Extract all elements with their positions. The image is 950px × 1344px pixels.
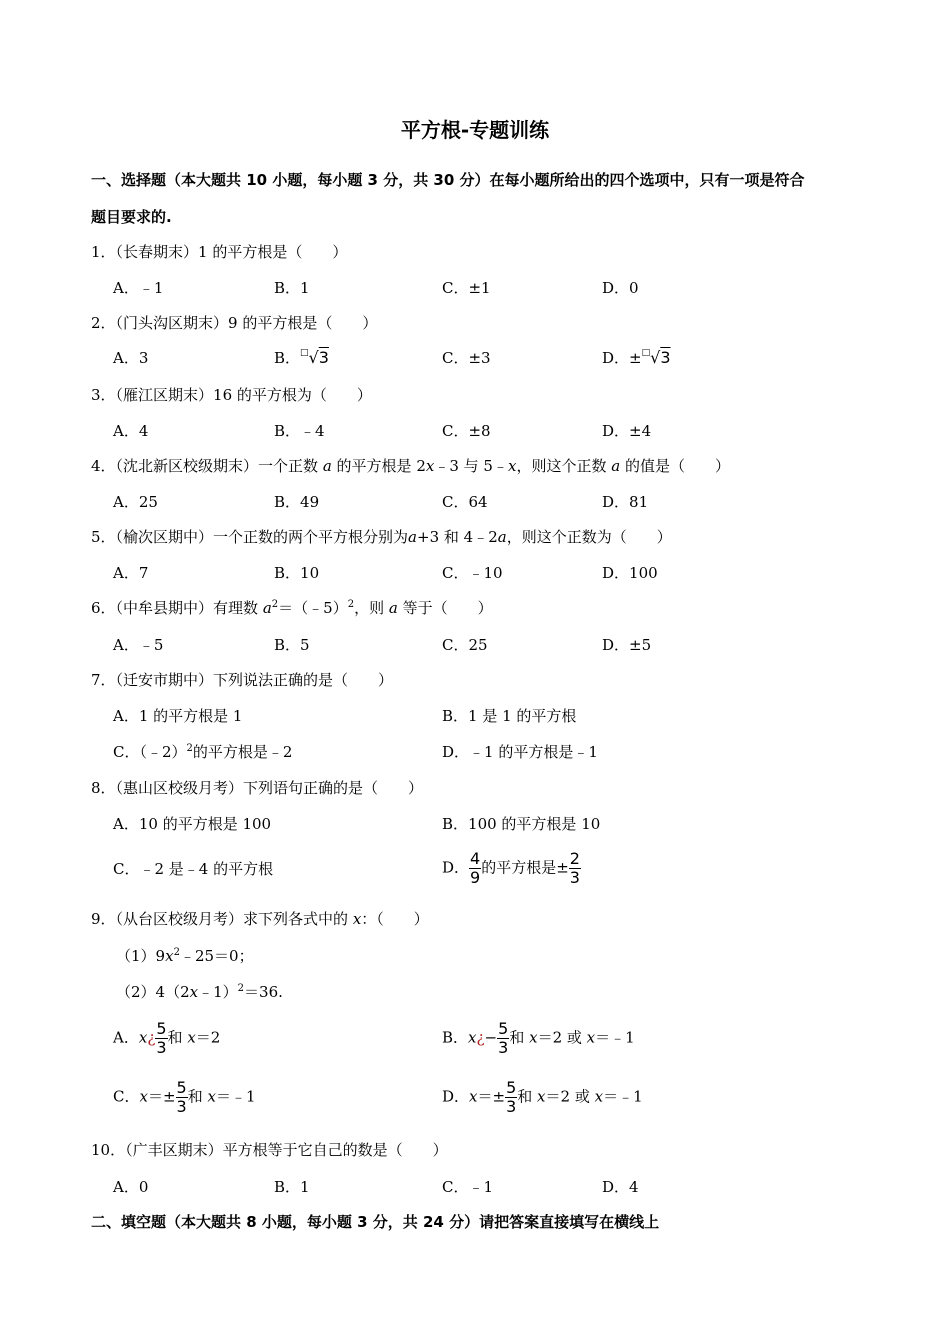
question-2-option-a: A．3 xyxy=(113,349,149,367)
question-6-option-d: D．±5 xyxy=(602,636,652,654)
question-2-option-d: D．±□√3 xyxy=(602,348,671,367)
question-2-option-c: C．±3 xyxy=(442,349,491,367)
question-5-stem: 5．（榆次区期中）一个正数的两个平方根分别为a+3 和 4﹣2a，则这个正数为（ ） xyxy=(91,528,672,546)
question-3-option-d: D．±4 xyxy=(602,422,652,440)
question-8-option-a: A．10 的平方根是 100 xyxy=(113,815,272,833)
question-8-stem: 8．（惠山区校级月考）下列语句正确的是（ ） xyxy=(91,779,424,797)
question-9-option-a: A．x¿ $\frac{5}{3}$ 和 x＝2 xyxy=(113,1019,221,1057)
question-5-option-d: D．100 xyxy=(602,564,658,582)
fraction: $\frac{5}{3}$ xyxy=(498,1019,509,1057)
fraction: $\frac{5}{3}$ xyxy=(176,1078,187,1116)
question-3-option-c: C．±8 xyxy=(442,422,491,440)
question-1-stem: 1．（长春期末）1 的平方根是（ ） xyxy=(91,243,348,261)
question-6-option-c: C．25 xyxy=(442,636,488,654)
question-3-option-a: A．4 xyxy=(113,422,149,440)
question-10-option-b: B．1 xyxy=(274,1178,310,1196)
question-5-option-b: B．10 xyxy=(274,564,320,582)
question-2-stem: 2．（门头沟区期末）9 的平方根是（ ） xyxy=(91,314,378,332)
question-10-option-a: A．0 xyxy=(113,1178,149,1196)
question-9-sub-2: （2）4（2x﹣1）$^2$＝36. xyxy=(116,983,283,1001)
fraction: $\frac{2}{3}$ xyxy=(569,849,580,887)
question-3-stem: 3．（雁江区期末）16 的平方根为（ ） xyxy=(91,386,372,404)
question-4-option-c: C．64 xyxy=(442,493,488,511)
question-10-option-c: C．﹣1 xyxy=(442,1178,494,1196)
section-one-heading-line2: 题目要求的. xyxy=(91,208,172,226)
question-6-option-b: B．5 xyxy=(274,636,310,654)
question-7-option-a: A．1 的平方根是 1 xyxy=(113,707,243,725)
question-10-option-d: D．4 xyxy=(602,1178,639,1196)
fraction: $\frac{5}{3}$ xyxy=(506,1078,517,1116)
question-7-stem: 7．（迁安市期中）下列说法正确的是（ ） xyxy=(91,671,394,689)
page-title: 平方根-专题训练 xyxy=(400,118,550,142)
question-1-option-a: A．﹣1 xyxy=(113,279,164,297)
question-9-option-c: C．x＝± $\frac{5}{3}$ 和 x＝﹣1 xyxy=(113,1078,256,1116)
question-7-option-b: B．1 是 1 的平方根 xyxy=(442,707,577,725)
question-9-option-b: B．x¿− $\frac{5}{3}$ 和 x＝2 或 x＝﹣1 xyxy=(442,1019,635,1057)
question-8-option-d: D． $\frac{4}{9}$ 的平方根是± $\frac{2}{3}$ xyxy=(442,849,580,887)
question-10-stem: 10．（广丰区期末）平方根等于它自己的数是（ ） xyxy=(91,1141,448,1159)
question-9-sub-1: $(1)9x^2﹣25=0$； xyxy=(116,947,254,965)
fraction: $\frac{4}{9}$ xyxy=(470,849,481,887)
question-6-stem: 6．（中牟县期中）有理数 $a^2=(﹣5)^2$，则 a 等于（ ） xyxy=(91,599,493,617)
section-two-heading: 二、填空题（本大题共 8 小题，每小题 3 分，共 24 分）请把答案直接填写在横线上 xyxy=(91,1213,660,1231)
question-3-option-b: B．﹣4 xyxy=(274,422,325,440)
question-5-option-c: C．﹣10 xyxy=(442,564,503,582)
question-2-option-b: B．□√3 xyxy=(274,348,329,367)
question-1-option-b: B．1 xyxy=(274,279,310,297)
question-7-option-d: D．﹣1 的平方根是﹣1 xyxy=(442,743,598,761)
section-one-heading-line1: 一、选择题（本大题共 10 小题，每小题 3 分，共 30 分）在每小题所给出的四个选项中，只有一项是符合 xyxy=(91,171,805,189)
question-4-option-b: B．49 xyxy=(274,493,320,511)
question-8-option-c: C．﹣2 是﹣4 的平方根 xyxy=(113,860,274,878)
question-4-stem: 4．（沈北新区校级期末）一个正数 a 的平方根是 2x﹣3 与 5﹣x，则这个正数 a 的值是（ ） xyxy=(91,457,730,475)
question-6-option-a: A．﹣5 xyxy=(113,636,164,654)
question-4-option-d: D．81 xyxy=(602,493,649,511)
question-9-option-d: D．x＝± $\frac{5}{3}$ 和 x＝2 或 x＝﹣1 xyxy=(442,1078,643,1116)
question-1-option-d: D．0 xyxy=(602,279,639,297)
question-4-option-a: A．25 xyxy=(113,493,158,511)
radical-expression: □√3 xyxy=(641,348,671,367)
question-9-stem: 9．（从台区校级月考）求下列各式中的 x：（ ） xyxy=(91,910,429,928)
radical-expression: □√3 xyxy=(300,348,329,367)
question-8-option-b: B．100 的平方根是 10 xyxy=(442,815,601,833)
fraction: $\frac{5}{3}$ xyxy=(156,1019,167,1057)
question-5-option-a: A．7 xyxy=(113,564,149,582)
question-1-option-c: C．±1 xyxy=(442,279,491,297)
question-7-option-c: C．（﹣2）$^2$的平方根是﹣2 xyxy=(113,743,293,761)
